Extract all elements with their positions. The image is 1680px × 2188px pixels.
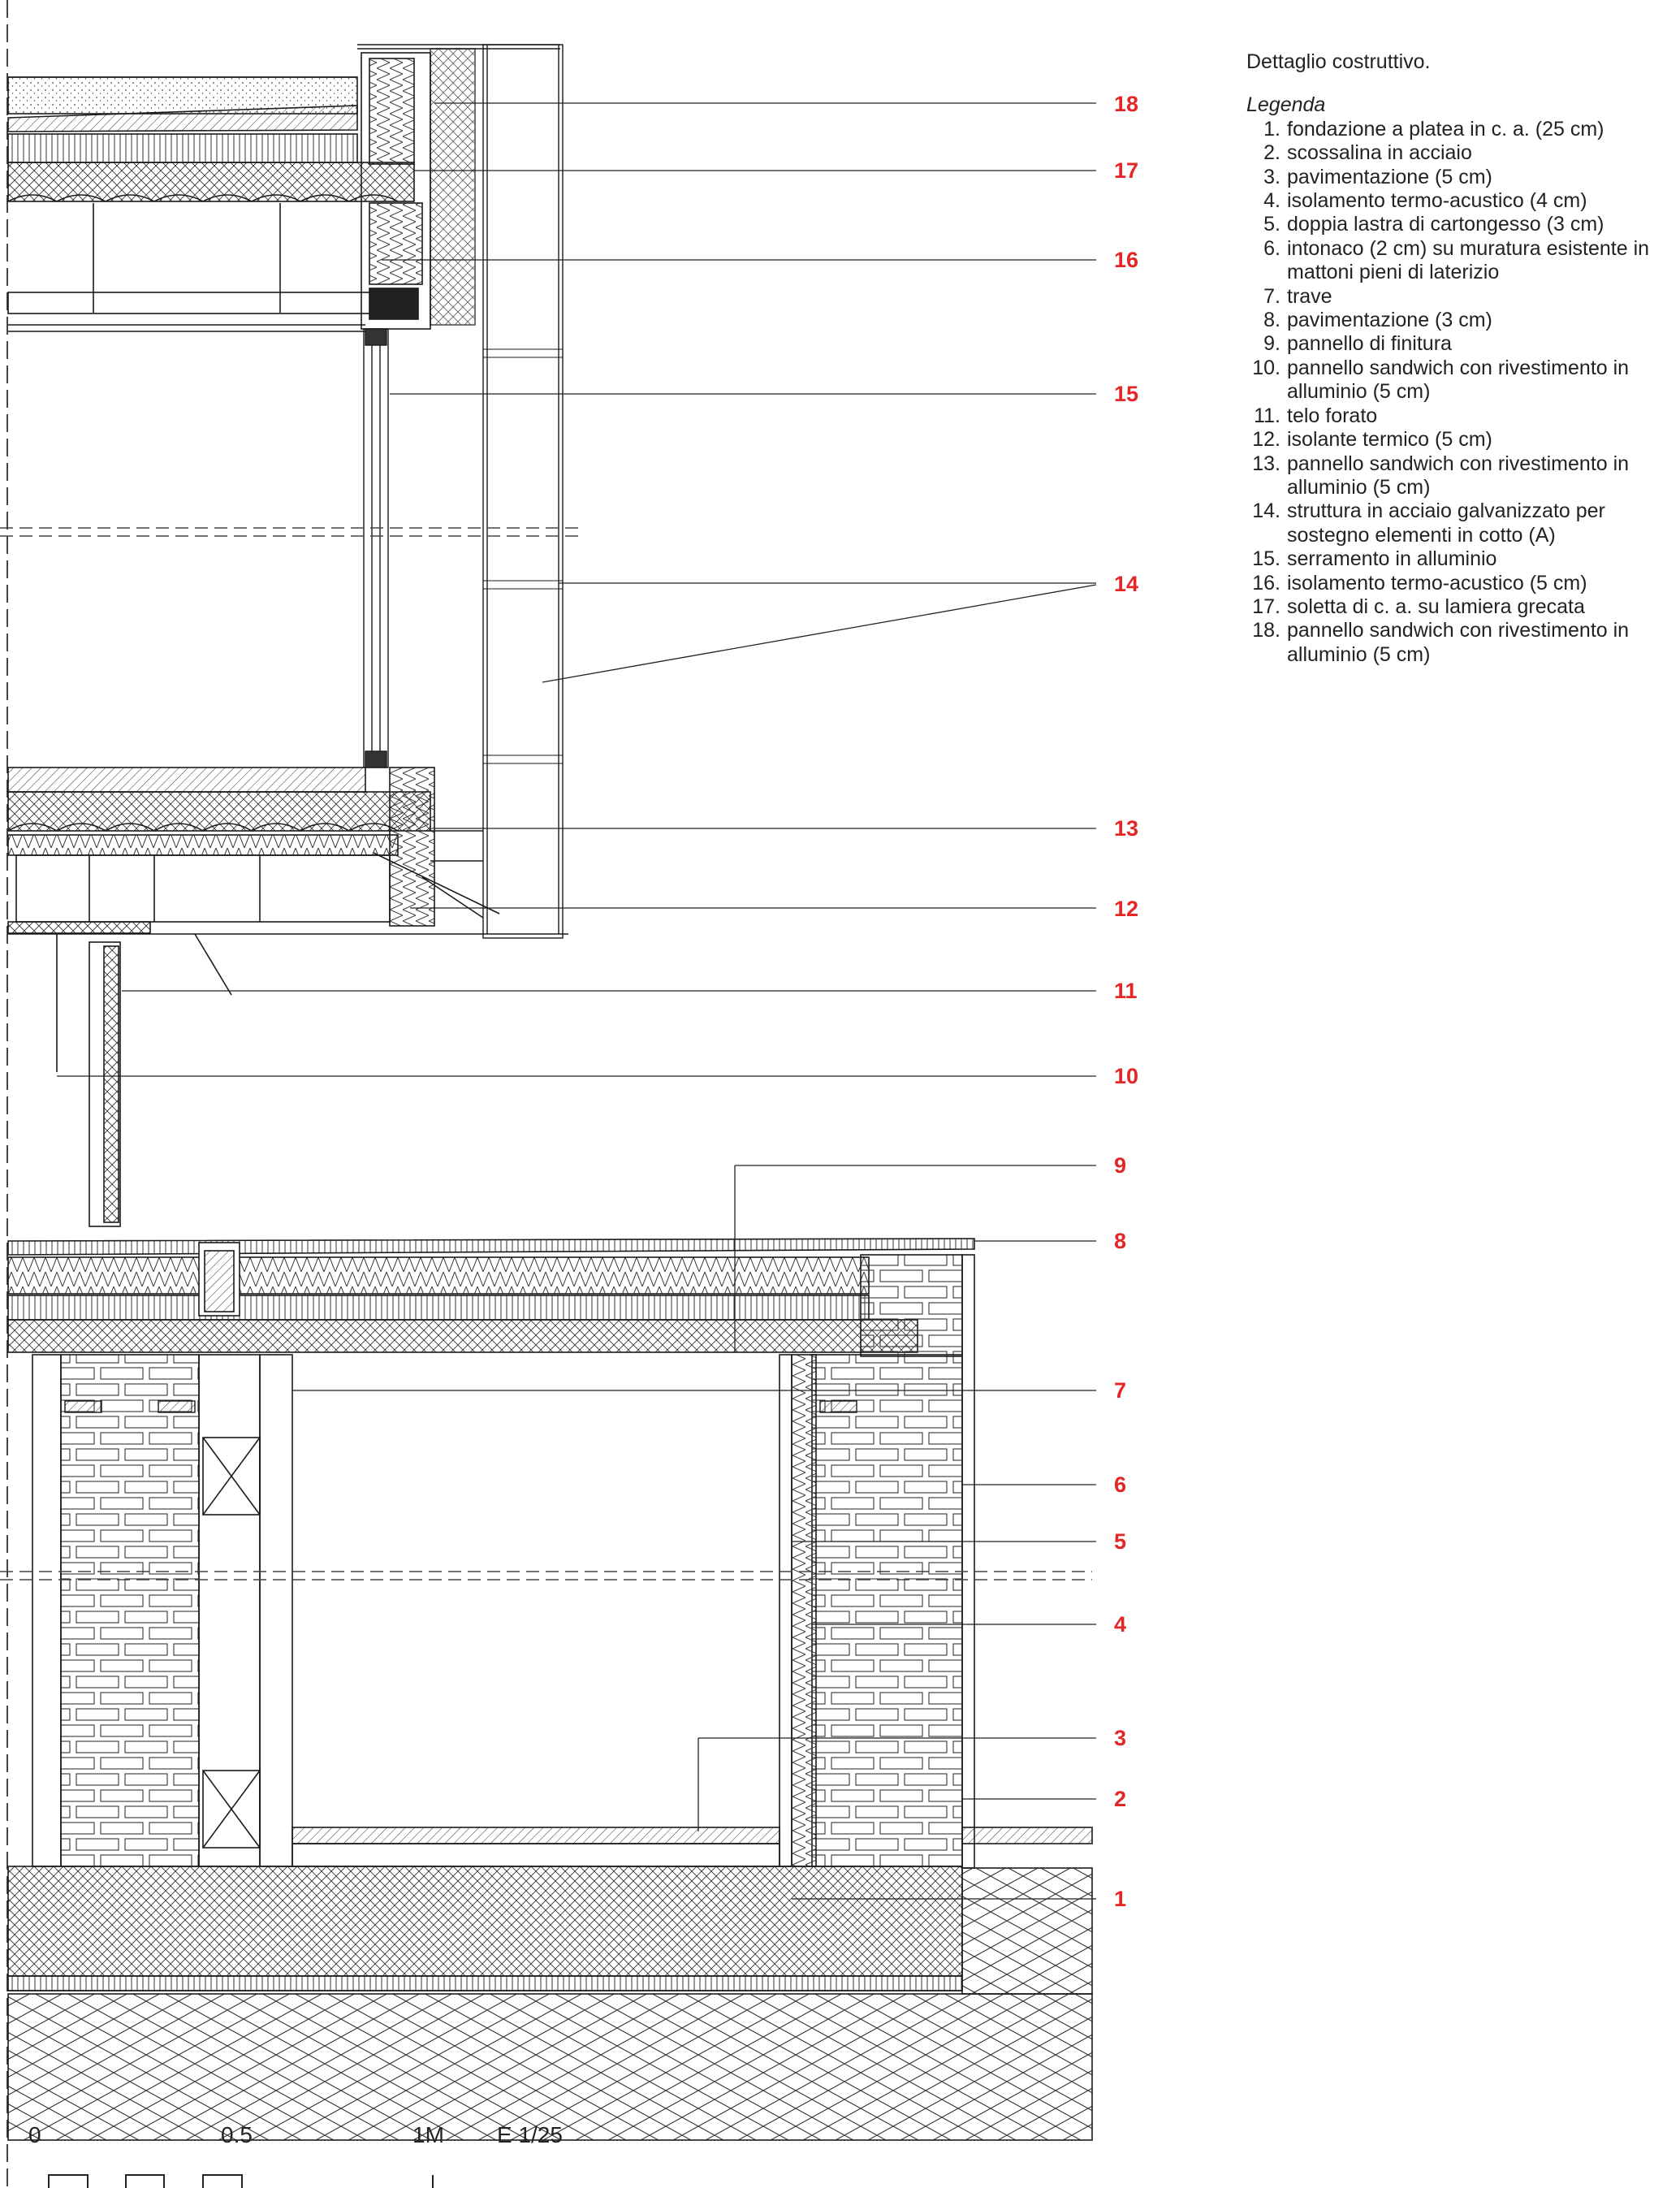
- intermediate-floor: [8, 768, 568, 934]
- legend-item-number: 15.: [1252, 547, 1281, 571]
- legend-item-text: scossalina in acciaio: [1287, 141, 1472, 165]
- callout-2: 2: [1114, 1787, 1127, 1811]
- callout-11: 11: [1114, 979, 1138, 1003]
- legend-item: [1246, 118, 1669, 141]
- legend-item-text: pavimentazione (3 cm): [1287, 309, 1492, 332]
- callout-5: 5: [1114, 1529, 1127, 1554]
- callout-4: 4: [1114, 1612, 1127, 1637]
- floor-beams: [65, 1401, 857, 1412]
- callout-16: 16: [1114, 248, 1139, 272]
- legend-item-text: isolante termico (5 cm): [1287, 428, 1492, 452]
- foundation-slab: [8, 1866, 1092, 2140]
- legend-item: [1246, 332, 1669, 356]
- legend-item-text: doppia lastra di cartongesso (3 cm): [1287, 213, 1604, 236]
- callout-1: 1: [1114, 1887, 1127, 1911]
- legend-item: [1246, 285, 1669, 309]
- legend-item-text: struttura in acciaio galvanizzato per sostegno elementi in cotto (A): [1287, 499, 1605, 547]
- callout-18: 18: [1114, 92, 1139, 116]
- legend-panel: [1246, 50, 1669, 667]
- callout-14: 14: [1114, 572, 1139, 596]
- ground-slab-floor: [292, 1827, 1092, 1866]
- legend-item-number: 10.: [1252, 356, 1281, 379]
- legend-item-number: 9.: [1263, 332, 1281, 356]
- callout-numbers: [1114, 92, 1138, 1911]
- legend-item-text: trave: [1287, 284, 1332, 308]
- legend-item: [1246, 237, 1669, 285]
- legend-item-number: 13.: [1252, 452, 1281, 475]
- legend-title: Dettaglio costruttivo.: [1246, 50, 1431, 73]
- legend-item: [1246, 309, 1669, 332]
- legend-item-text: telo forato: [1287, 404, 1378, 427]
- legend-item-text: pannello di finitura: [1287, 332, 1452, 356]
- legend-item: [1246, 619, 1669, 667]
- callout-9: 9: [1114, 1153, 1127, 1178]
- legend-item: [1246, 547, 1669, 571]
- legend-item: [1246, 213, 1669, 236]
- ground-floor-deck: [8, 1239, 974, 1352]
- legend-item-number: 6.: [1263, 236, 1281, 260]
- legend-item-number: 14.: [1252, 499, 1281, 523]
- legend-subtitle: Legenda: [1246, 93, 1326, 117]
- scale-label-zero: 0: [28, 2122, 41, 2147]
- legend-item-number: 8.: [1263, 309, 1281, 332]
- callout-7: 7: [1114, 1378, 1127, 1403]
- legend-item: [1246, 499, 1669, 547]
- callout-10: 10: [1114, 1064, 1139, 1088]
- legend-item-text: pavimentazione (5 cm): [1287, 165, 1492, 188]
- legend-item: [1246, 452, 1669, 500]
- legend-item: [1246, 404, 1669, 428]
- callout-8: 8: [1114, 1229, 1127, 1253]
- roof-assembly: [8, 45, 560, 331]
- legend-item-text: isolamento termo-acustico (5 cm): [1287, 571, 1587, 595]
- scale-ratio: E 1/25: [497, 2122, 563, 2147]
- legend-item-number: 12.: [1252, 428, 1281, 452]
- legend-item: [1246, 141, 1669, 165]
- callout-13: 13: [1114, 816, 1139, 841]
- legend-item: [1246, 189, 1669, 213]
- legend-item-number: 18.: [1252, 619, 1281, 642]
- legend-item-text: serramento in alluminio: [1287, 547, 1497, 571]
- legend-item-number: 5.: [1263, 213, 1281, 236]
- legend-item-text: pannello sandwich con rivestimento in alluminio (5 cm): [1287, 356, 1630, 404]
- legend-item-number: 4.: [1263, 189, 1281, 213]
- legend-item-number: 11.: [1254, 404, 1281, 427]
- legend-item: [1246, 428, 1669, 452]
- sandwich-panel-hanging: [57, 934, 231, 1226]
- aluminum-window: [364, 329, 388, 768]
- callout-15: 15: [1114, 382, 1139, 406]
- legend-item-number: 16.: [1252, 571, 1281, 595]
- legend-item: [1246, 357, 1669, 404]
- callout-17: 17: [1114, 158, 1139, 183]
- legend-item-number: 7.: [1263, 284, 1281, 308]
- legend-item-number: 1.: [1263, 117, 1281, 141]
- legend-item-text: intonaco (2 cm) su muratura esistente in mattoni pieni di laterizio: [1287, 236, 1650, 284]
- legend-item-number: 2.: [1263, 141, 1281, 165]
- legend-item: [1246, 595, 1669, 619]
- legend-item: [1246, 572, 1669, 595]
- callout-6: 6: [1114, 1472, 1127, 1497]
- legend-item-text: soletta di c. a. su lamiera grecata: [1287, 595, 1585, 618]
- scale-label-half: 0.5: [221, 2122, 253, 2147]
- legend-item-text: pannello sandwich con rivestimento in alluminio (5 cm): [1287, 452, 1630, 499]
- legend-item-text: isolamento termo-acustico (4 cm): [1287, 189, 1587, 213]
- callout-12: 12: [1114, 897, 1139, 921]
- terracotta-cladding: [483, 45, 563, 938]
- callout-3: 3: [1114, 1726, 1127, 1750]
- legend-item-text: pannello sandwich con rivestimento in alluminio (5 cm): [1287, 619, 1630, 666]
- legend-item-number: 17.: [1252, 595, 1281, 618]
- brick-wall-left: [32, 1355, 292, 1866]
- break-line-upper: [0, 528, 585, 536]
- legend-item-text: fondazione a platea in c. a. (25 cm): [1287, 117, 1604, 141]
- legend-item-number: 3.: [1263, 165, 1281, 188]
- legend-list: [1246, 118, 1669, 667]
- scale-label-one: 1M: [412, 2122, 444, 2147]
- legend-item: [1246, 166, 1669, 189]
